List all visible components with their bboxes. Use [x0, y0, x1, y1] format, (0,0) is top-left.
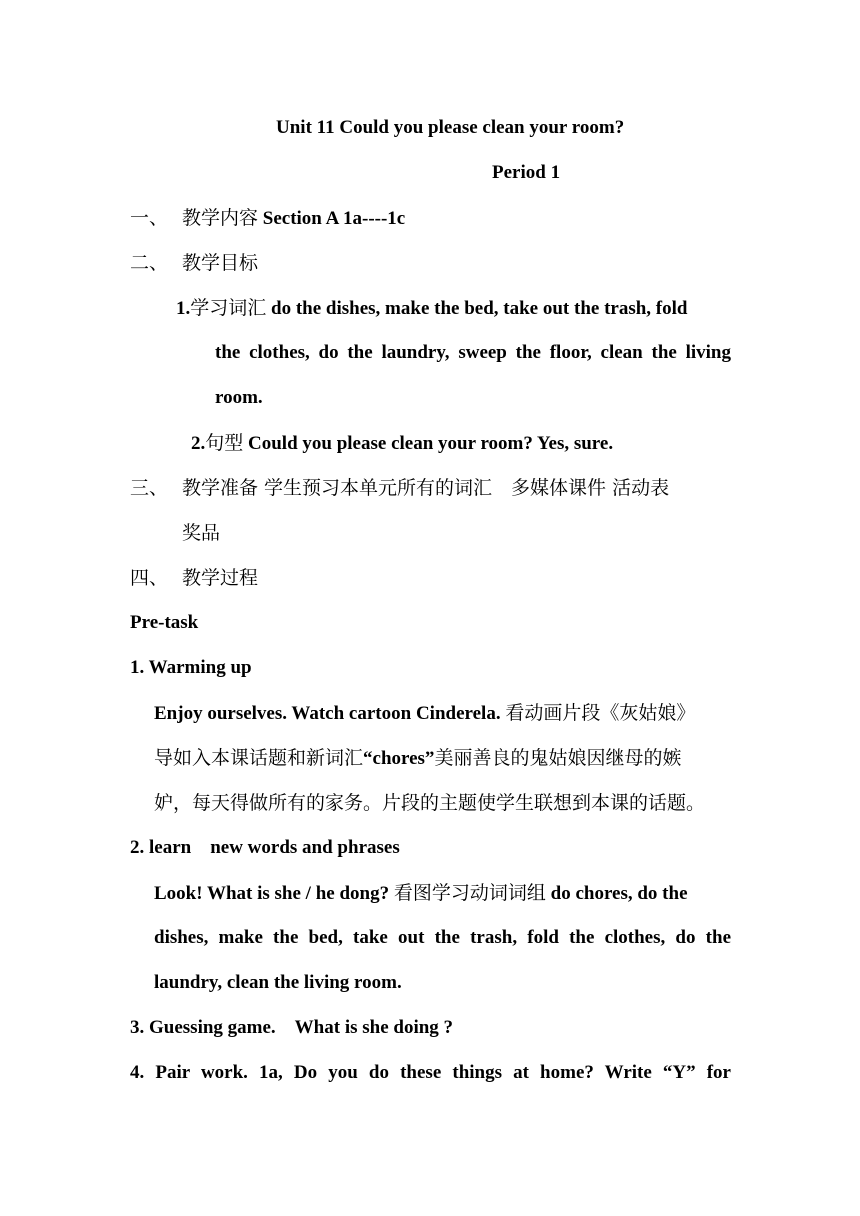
pre-task-heading: Pre-task — [130, 612, 199, 633]
section-4-number: 四、 — [130, 567, 169, 589]
step-1-line-2-en: “chores” — [363, 748, 435, 769]
step-1-heading: 1. Warming up — [130, 657, 252, 678]
step-1-line-1 — [154, 701, 695, 726]
section-1-label: 教学内容 — [182, 207, 259, 229]
step-1-line-2-a: 导如入本课话题和新词汇 — [154, 747, 364, 769]
section-4 — [130, 566, 258, 591]
objective-1-label: 学习词汇 — [190, 297, 267, 319]
section-3-number: 三、 — [130, 477, 169, 499]
objective-2-label: 句型 — [205, 432, 244, 454]
step-1-line-2-b: 美丽善良的鬼姑娘因继母的嫉 — [434, 747, 682, 769]
section-2-number: 二、 — [130, 252, 169, 274]
objective-1-line-2: the clothes, do the laundry, sweep the floor, clean the living — [215, 342, 731, 363]
period-label: Period 1 — [492, 162, 561, 183]
section-1-text: Section A 1a----1c — [258, 208, 406, 229]
step-2-line-3: laundry, clean the living room. — [154, 972, 402, 993]
objective-1-number: 1. — [176, 298, 191, 319]
section-3-text: 教学准备 学生预习本单元所有的词汇 多媒体课件 活动表 — [182, 477, 670, 499]
section-3-line-2: 奖品 — [182, 522, 221, 544]
section-2-label: 教学目标 — [182, 252, 259, 274]
step-2-line-1-en: Look! What is she / he dong? — [154, 883, 394, 904]
objective-1-text: do the dishes, make the bed, take out the trash, fold — [266, 298, 688, 319]
step-4-heading: 4. Pair work. 1a, Do you do these things at home? Write “Y” for — [130, 1062, 731, 1083]
objective-2-number: 2. — [191, 433, 206, 454]
objective-1-line-3: room. — [215, 387, 263, 408]
step-1-line-2 — [154, 746, 681, 771]
section-4-label: 教学过程 — [182, 567, 259, 589]
step-1-line-1-cjk: 看动画片段《灰姑娘》 — [505, 702, 696, 724]
objective-2 — [191, 431, 613, 456]
objective-1-line-1 — [176, 296, 687, 321]
document-title: Unit 11 Could you please clean your room? — [276, 117, 625, 138]
section-1-number: 一、 — [130, 207, 169, 229]
step-2-line-1-cjk: 看图学习动词词组 — [393, 882, 546, 904]
step-1-line-3: 妒，每天得做所有的家务。片段的主题使学生联想到本课的话题。 — [154, 792, 706, 814]
section-3 — [130, 476, 669, 501]
step-2-line-2: dishes, make the bed, take out the trash, fold the clothes, do the — [154, 927, 731, 948]
step-2-heading: 2. learn new words and phrases — [130, 837, 400, 858]
step-2-line-1-en2: do chores, do the — [545, 883, 688, 904]
step-1-line-1-en: Enjoy ourselves. Watch cartoon Cinderela. — [154, 703, 506, 724]
section-2 — [130, 251, 258, 276]
section-1 — [130, 206, 405, 231]
step-3-heading: 3. Guessing game. What is she doing ? — [130, 1017, 454, 1038]
objective-2-text: Could you please clean your room? Yes, sure. — [243, 433, 614, 454]
step-2-line-1 — [154, 881, 688, 906]
